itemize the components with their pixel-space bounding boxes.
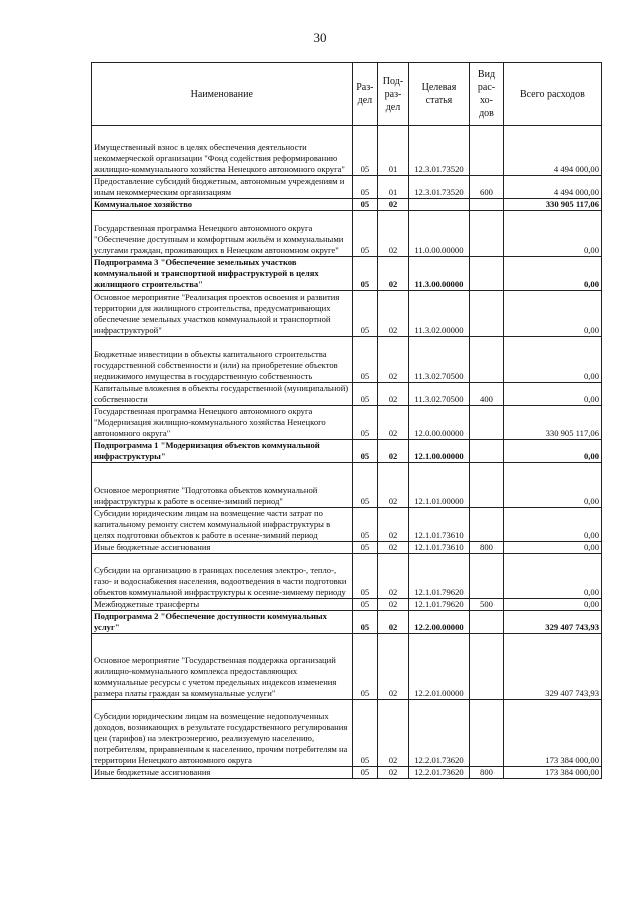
row-total: 173 384 000,00 <box>503 767 601 779</box>
row-name: Субсидии юридическим лицам на возмещение недополученных доходов, возникающих в результате государственного регулирования цен (тарифов) на электроэнергию, реализуемую населению, потребителям, приравненным к населению, прочим потребителям на территории Ненецкого автономного округа <box>92 700 353 767</box>
table-row <box>92 767 602 779</box>
header-total-label: Всего расходов <box>519 88 585 100</box>
row-name: Капитальные вложения в объекты государственной (муниципальной) собственности <box>92 383 353 406</box>
row-name: Иные бюджетные ассигнования <box>92 542 353 554</box>
row-name: Подпрограмма 3 "Обеспечение земельных участков коммунальной и транспортной инфраструктурой в целях жилищного строительства" <box>92 257 353 291</box>
header-target-label: Целевая статья <box>421 82 457 106</box>
row-subsection: 02 <box>378 257 409 291</box>
row-target <box>408 199 469 211</box>
row-total: 0,00 <box>503 291 601 337</box>
row-target: 12.1.01.73610 <box>408 508 469 542</box>
row-subsection: 02 <box>378 440 409 463</box>
row-exp-type: 800 <box>470 542 504 554</box>
row-section: 05 <box>352 291 378 337</box>
row-exp-type <box>470 554 504 599</box>
row-section: 05 <box>352 257 378 291</box>
row-total: 0,00 <box>503 599 601 611</box>
row-exp-type <box>470 291 504 337</box>
table-row <box>92 337 602 383</box>
row-total: 4 494 000,00 <box>503 176 601 199</box>
row-name: Основное мероприятие "Государственная поддержка организаций жилищно-коммунального комплекса предоставляющих коммунальные ресурсы с учетом предельных индексов изменения размера платы граждан за коммунальные услуги" <box>92 634 353 700</box>
row-target: 12.2.00.00000 <box>408 611 469 634</box>
row-section: 05 <box>352 176 378 199</box>
row-exp-type <box>470 337 504 383</box>
row-target: 12.2.01.00000 <box>408 634 469 700</box>
table-row <box>92 176 602 199</box>
row-exp-type <box>470 257 504 291</box>
row-name: Иные бюджетные ассигнования <box>92 767 353 779</box>
row-exp-type <box>470 211 504 257</box>
row-section: 05 <box>352 211 378 257</box>
table-row <box>92 611 602 634</box>
header-section <box>352 63 378 126</box>
row-section: 05 <box>352 508 378 542</box>
table-row <box>92 700 602 767</box>
row-total: 330 905 117,06 <box>503 406 601 440</box>
row-subsection: 02 <box>378 463 409 508</box>
row-total: 329 407 743,93 <box>503 634 601 700</box>
row-name: Имущественный взнос в целях обеспечения деятельности некоммерческой организации "Фонд содействия реформированию жилищно-коммунального хозяйства Ненецкого автономного округа" <box>92 126 353 176</box>
row-total: 330 905 117,06 <box>503 199 601 211</box>
row-total: 0,00 <box>503 257 601 291</box>
row-target: 11.0.00.00000 <box>408 211 469 257</box>
table-row <box>92 463 602 508</box>
row-target: 12.2.01.73620 <box>408 767 469 779</box>
row-exp-type: 800 <box>470 767 504 779</box>
header-section-label: Раз- дел <box>356 82 374 106</box>
header-exp-type <box>470 63 504 126</box>
row-target: 12.1.01.00000 <box>408 463 469 508</box>
row-target: 12.3.01.73520 <box>408 176 469 199</box>
table-row <box>92 383 602 406</box>
row-section: 05 <box>352 542 378 554</box>
row-exp-type <box>470 508 504 542</box>
row-exp-type: 600 <box>470 176 504 199</box>
row-section: 05 <box>352 406 378 440</box>
page-number: 30 <box>313 30 327 45</box>
row-total: 0,00 <box>503 383 601 406</box>
row-exp-type <box>470 126 504 176</box>
row-total: 0,00 <box>503 508 601 542</box>
row-total: 173 384 000,00 <box>503 700 601 767</box>
header-subsection <box>378 63 409 126</box>
row-name: Субсидии юридическим лицам на возмещение части затрат по капитальному ремонту систем коммунальной инфраструктуры в целях подготовки объектов к работе в осенне-зимний период <box>92 508 353 542</box>
row-section: 05 <box>352 126 378 176</box>
row-target: 11.3.02.70500 <box>408 383 469 406</box>
header-exp-type-label: Вид рас- хо- дов <box>477 69 496 119</box>
table-row <box>92 257 602 291</box>
row-name: Основное мероприятие "Подготовка объектов коммунальной инфраструктуры к работе в осенне-зимний период" <box>92 463 353 508</box>
row-name: Предоставление субсидий бюджетным, автономным учреждениям и иным некоммерческим организациям <box>92 176 353 199</box>
row-name: Субсидии на организацию в границах поселения электро-, тепло-, газо- и водоснабжения населения, водоотведения в части подготовки объектов коммунальной инфраструктуры к осенне-зимнему периоду <box>92 554 353 599</box>
table-header-row <box>92 63 602 126</box>
table-row <box>92 199 602 211</box>
row-section: 05 <box>352 611 378 634</box>
row-target: 12.2.01.73620 <box>408 700 469 767</box>
row-target: 12.3.01.73520 <box>408 126 469 176</box>
table-row <box>92 440 602 463</box>
table-row <box>92 126 602 176</box>
row-name: Бюджетные инвестиции в объекты капитального строительства государственной собственности и (или) на приобретение объектов недвижимого имущества в государственную собственность <box>92 337 353 383</box>
row-subsection: 02 <box>378 611 409 634</box>
row-target: 11.3.02.00000 <box>408 291 469 337</box>
row-target: 12.1.01.79620 <box>408 554 469 599</box>
row-subsection: 02 <box>378 767 409 779</box>
table-row <box>92 508 602 542</box>
row-section: 05 <box>352 199 378 211</box>
table-row <box>92 291 602 337</box>
row-target: 11.3.00.00000 <box>408 257 469 291</box>
row-subsection: 01 <box>378 176 409 199</box>
row-total: 0,00 <box>503 542 601 554</box>
header-subsection-label: Под- раз- дел <box>382 75 404 113</box>
row-total: 0,00 <box>503 554 601 599</box>
row-target: 11.3.02.70500 <box>408 337 469 383</box>
row-exp-type <box>470 611 504 634</box>
row-name: Основное мероприятие "Реализация проектов освоения и развития территории для жилищного строительства, предусматривающих обеспечение земельных участков коммунальной и транспортной инфраструктурой" <box>92 291 353 337</box>
row-subsection: 02 <box>378 508 409 542</box>
row-target: 12.0.00.00000 <box>408 406 469 440</box>
row-exp-type: 500 <box>470 599 504 611</box>
row-exp-type <box>470 199 504 211</box>
row-target: 12.1.00.00000 <box>408 440 469 463</box>
row-name: Государственная программа Ненецкого автономного округа "Модернизация жилищно-коммунального хозяйства Ненецкого автономного округа" <box>92 406 353 440</box>
header-total <box>503 63 601 126</box>
row-subsection: 02 <box>378 211 409 257</box>
row-total: 0,00 <box>503 440 601 463</box>
table-row <box>92 542 602 554</box>
row-subsection: 02 <box>378 700 409 767</box>
row-exp-type <box>470 634 504 700</box>
table-row <box>92 554 602 599</box>
row-exp-type <box>470 700 504 767</box>
row-exp-type <box>470 463 504 508</box>
row-name: Межбюджетные трансферты <box>92 599 353 611</box>
row-subsection: 01 <box>378 126 409 176</box>
row-subsection: 02 <box>378 554 409 599</box>
header-target <box>408 63 469 126</box>
row-section: 05 <box>352 599 378 611</box>
table-row <box>92 599 602 611</box>
row-section: 05 <box>352 383 378 406</box>
row-name: Подпрограмма 1 "Модернизация объектов коммунальной инфраструктуры" <box>92 440 353 463</box>
row-subsection: 02 <box>378 291 409 337</box>
row-subsection: 02 <box>378 599 409 611</box>
row-subsection: 02 <box>378 406 409 440</box>
row-exp-type <box>470 440 504 463</box>
row-total: 0,00 <box>503 463 601 508</box>
row-section: 05 <box>352 700 378 767</box>
row-exp-type: 400 <box>470 383 504 406</box>
row-section: 05 <box>352 767 378 779</box>
row-section: 05 <box>352 337 378 383</box>
row-section: 05 <box>352 463 378 508</box>
row-name: Подпрограмма 2 "Обеспечение доступности коммунальных услуг" <box>92 611 353 634</box>
row-name: Коммунальное хозяйство <box>92 199 353 211</box>
table-row <box>92 211 602 257</box>
row-name: Государственная программа Ненецкого автономного округа "Обеспечение доступным и комфортным жильём и коммунальными услугами граждан, проживающих в Ненецком автономном округе" <box>92 211 353 257</box>
header-name-label: Наименование <box>190 88 253 100</box>
row-subsection: 02 <box>378 634 409 700</box>
header-name <box>92 63 353 126</box>
table-row <box>92 406 602 440</box>
row-subsection: 02 <box>378 337 409 383</box>
row-total: 0,00 <box>503 337 601 383</box>
row-exp-type <box>470 406 504 440</box>
row-section: 05 <box>352 554 378 599</box>
row-subsection: 02 <box>378 542 409 554</box>
budget-table <box>91 62 602 779</box>
row-target: 12.1.01.73610 <box>408 542 469 554</box>
row-total: 329 407 743,93 <box>503 611 601 634</box>
row-subsection: 02 <box>378 383 409 406</box>
row-subsection: 02 <box>378 199 409 211</box>
row-total: 0,00 <box>503 211 601 257</box>
row-section: 05 <box>352 440 378 463</box>
row-total: 4 494 000,00 <box>503 126 601 176</box>
row-target: 12.1.01.79620 <box>408 599 469 611</box>
table-row <box>92 634 602 700</box>
row-section: 05 <box>352 634 378 700</box>
